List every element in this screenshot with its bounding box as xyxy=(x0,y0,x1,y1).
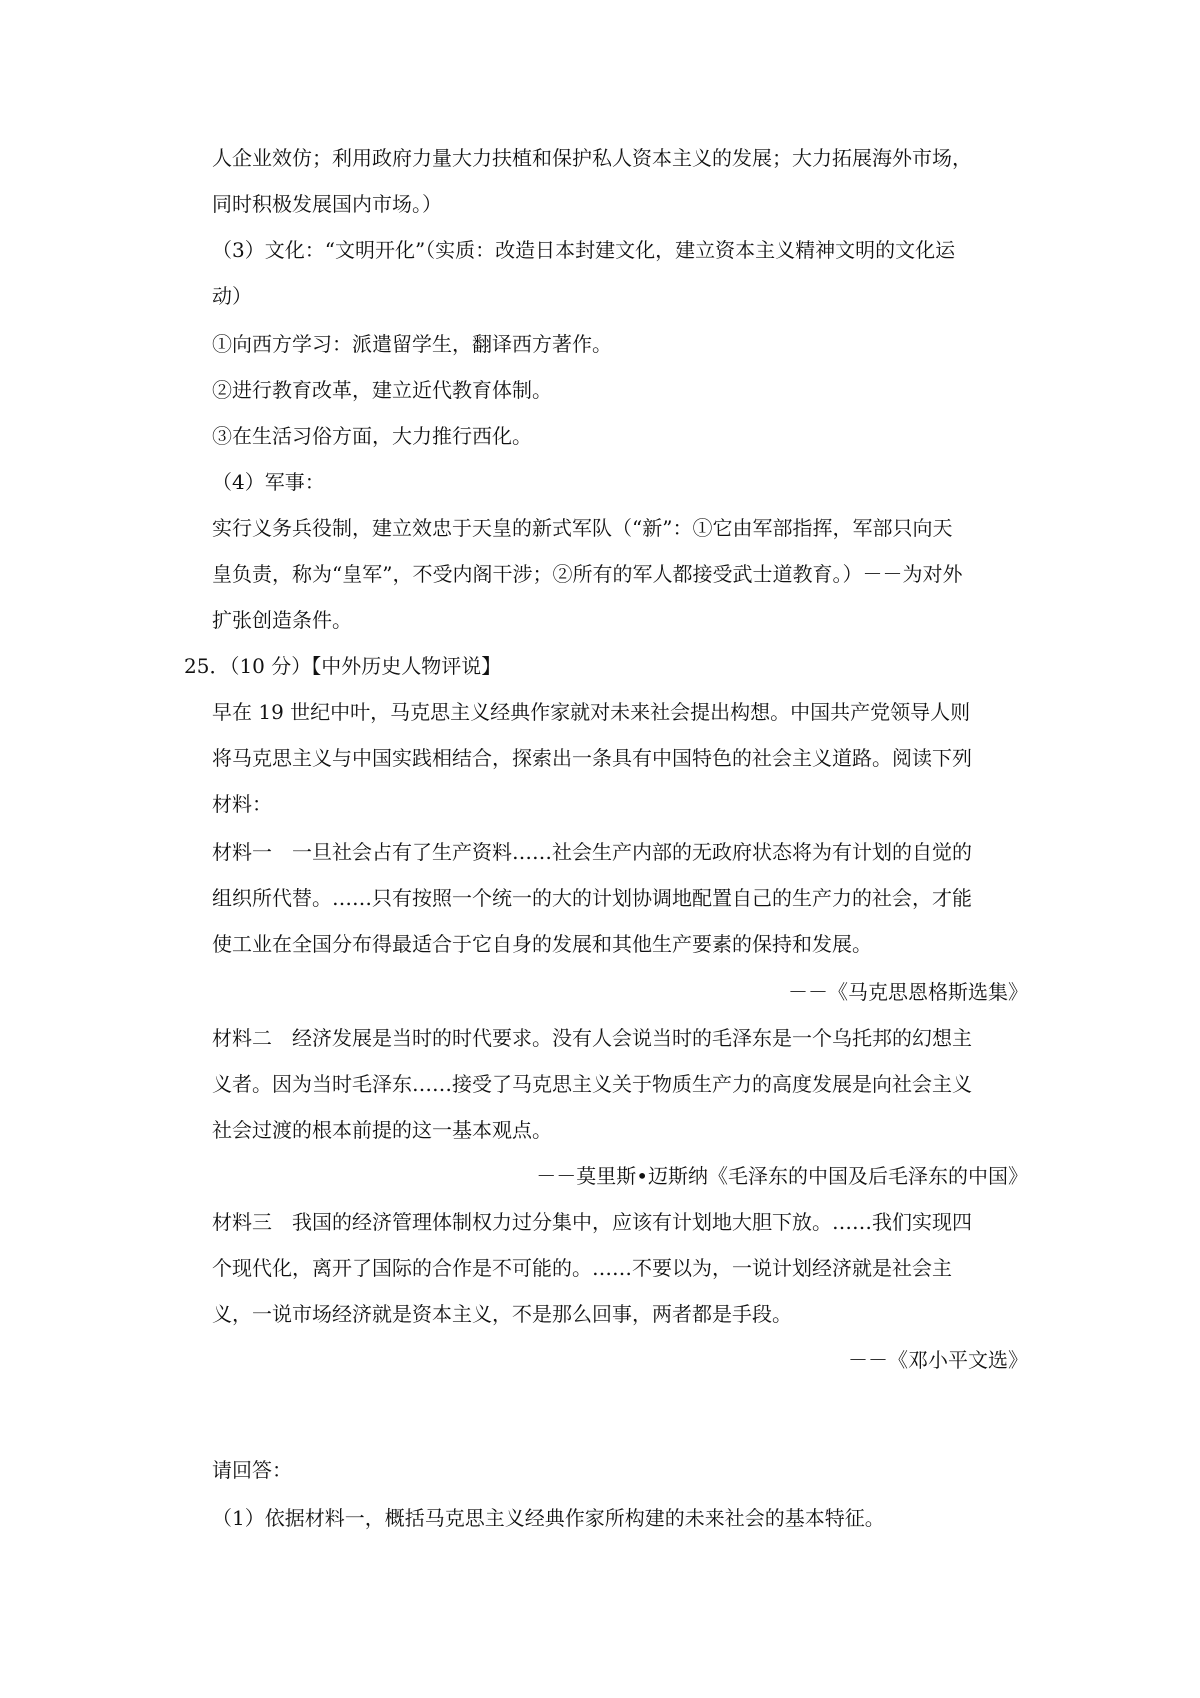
military-heading: （4）军事： xyxy=(212,470,325,494)
material-2-line: 材料二 经济发展是当时的时代要求。没有人会说当时的毛泽东是一个乌托邦的幻想主 xyxy=(212,1026,972,1050)
military-text-line: 实行义务兵役制，建立效忠于天皇的新式军队（“新”：①它由军部指挥，军部只向天 xyxy=(212,516,953,540)
culture-heading: 动） xyxy=(212,284,252,308)
material-1-source: －－《马克思恩格斯选集》 xyxy=(788,980,1028,1004)
material-1-line: 组织所代替。……只有按照一个统一的大的计划协调地配置自己的生产力的社会，才能 xyxy=(212,886,972,910)
economy-text-line: 人企业效仿；利用政府力量大力扶植和保护私人资本主义的发展；大力拓展海外市场， xyxy=(212,146,972,170)
answer-prompt: 请回答： xyxy=(212,1458,292,1482)
material-3-source: －－《邓小平文选》 xyxy=(848,1348,1028,1372)
economy-text-line: 同时积极发展国内市场。） xyxy=(212,192,442,216)
question-25-header: 25．（10 分）【中外历史人物评说】 xyxy=(184,654,502,678)
military-text-line: 皇负责，称为“皇军”，不受内阁干涉；②所有的军人都接受武士道教育。）－－为对外 xyxy=(212,562,963,586)
question-intro-line: 将马克思主义与中国实践相结合，探索出一条具有中国特色的社会主义道路。阅读下列 xyxy=(212,746,972,770)
material-3-line: 材料三 我国的经济管理体制权力过分集中，应该有计划地大胆下放。……我们实现四 xyxy=(212,1210,972,1234)
material-1-line: 材料一 一旦社会占有了生产资料……社会生产内部的无政府状态将为有计划的自觉的 xyxy=(212,840,972,864)
military-text-line: 扩张创造条件。 xyxy=(212,608,352,632)
culture-heading: （3）文化：“文明开化”（实质：改造日本封建文化，建立资本主义精神文明的文化运 xyxy=(212,238,956,262)
sub-question-1: （1）依据材料一，概括马克思主义经典作家所构建的未来社会的基本特征。 xyxy=(212,1506,885,1530)
material-2-line: 义者。因为当时毛泽东……接受了马克思主义关于物质生产力的高度发展是向社会主义 xyxy=(212,1072,972,1096)
material-3-line: 个现代化，离开了国际的合作是不可能的。……不要以为，一说计划经济就是社会主 xyxy=(212,1256,952,1280)
material-2-source: －－莫里斯•迈斯纳《毛泽东的中国及后毛泽东的中国》 xyxy=(536,1164,1028,1188)
culture-point: ①向西方学习：派遣留学生，翻译西方著作。 xyxy=(212,332,612,356)
material-1-line: 使工业在全国分布得最适合于它自身的发展和其他生产要素的保持和发展。 xyxy=(212,932,872,956)
culture-point: ②进行教育改革，建立近代教育体制。 xyxy=(212,378,552,402)
material-2-line: 社会过渡的根本前提的这一基本观点。 xyxy=(212,1118,552,1142)
question-intro-line: 材料： xyxy=(212,792,272,816)
culture-point: ③在生活习俗方面，大力推行西化。 xyxy=(212,424,532,448)
question-intro-line: 早在 19 世纪中叶，马克思主义经典作家就对未来社会提出构想。中国共产党领导人则 xyxy=(212,700,971,724)
material-3-line: 义，一说市场经济就是资本主义，不是那么回事，两者都是手段。 xyxy=(212,1302,792,1326)
